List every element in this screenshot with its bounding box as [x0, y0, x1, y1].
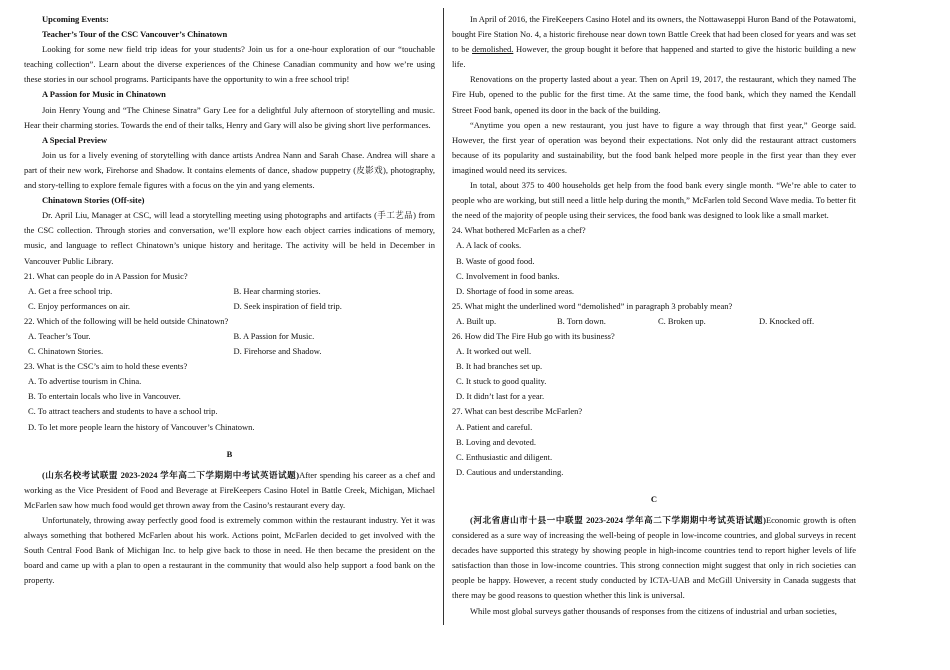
q25-option-d: D. Knocked off. — [759, 315, 815, 326]
q22-options-row2 — [24, 344, 435, 359]
q21-option-c: C. Enjoy performances on air. — [28, 300, 130, 311]
event1-title: Teacher’s Tour of the CSC Vancouver’s Chinatown — [42, 29, 228, 40]
q25-option-b: B. Torn down. — [557, 315, 606, 326]
q23-option-c: C. To attract teachers and students to have a school trip. — [28, 406, 218, 417]
right-column — [452, 12, 856, 619]
question-24: 24. What bothered McFarlen as a chef? — [452, 225, 586, 236]
event4-title: Chinatown Stories (Off-site) — [42, 195, 145, 206]
q24-option-b: B. Waste of good food. — [456, 255, 535, 266]
column-divider — [443, 8, 444, 625]
event2-body: Join Henry Young and “The Chinese Sinatra” Gary Lee for a delightful July afternoon of storytelling and music. Hear their charming stories. Towards the end of their talks, Henry and Gary will also be giving short live performances. — [24, 104, 435, 130]
passage-c-paragraph-2: While most global surveys gather thousands of responses from the citizens of industrial and urban societies, — [470, 605, 837, 616]
passage-b-paragraph-2: Unfortunately, throwing away perfectly good food is extremely common within the restaurant industry. Yet it was always something that bothered McFarlen about his work. Actions point, McFarlen decided to get involved with the South Central Food Bank of Michigan Inc. to help give back to those in need. He then became the president on the board and came up with a plan to open a restaurant in the community that would also help support a food bank on the property. — [24, 515, 435, 586]
q22-options-row1 — [24, 329, 435, 344]
q21-option-a: A. Get a free school trip. — [28, 285, 113, 296]
q25-option-a: A. Built up. — [456, 315, 497, 326]
q24-option-d: D. Shortage of food in some areas. — [456, 285, 575, 296]
passage-b-paragraph-6: In total, about 375 to 400 households get help from the food bank every single month. “We’re able to cater to people who are working, but still need a little help during the month,” McFarlen told Second Wave media. To better fit the need of the majority of people using their services, the food bank was designed to look like a small market. — [452, 180, 856, 221]
q23-option-a: A. To advertise tourism in China. — [28, 376, 142, 387]
q24-option-c: C. Involvement in food banks. — [456, 270, 560, 281]
q27-option-d: D. Cautious and understanding. — [456, 466, 564, 477]
q22-option-b: B. A Passion for Music. — [233, 330, 315, 341]
q21-options-row2 — [24, 299, 435, 314]
q26-option-a: A. It worked out well. — [456, 346, 532, 357]
question-26: 26. How did The Fire Hub go with its business? — [452, 330, 615, 341]
section-b-heading: B — [226, 448, 233, 459]
event1-body: Looking for some new field trip ideas for your students? Join us for a one-hour exploration of our “touchable teaching collection”. Learn about the diverse experiences of the Chinese Canadian community and how we’re using these stories in our school programs. Participants have the opportunity to win a free school trip! — [24, 44, 435, 85]
q22-option-d: D. Firehorse and Shadow. — [233, 346, 322, 357]
passage-b-paragraph-4: Renovations on the property lasted about a year. Then on April 19, 2017, the restaurant, which they named The Fire Hub, opened to the public for the first time. At the same time, the food bank, which they named the Kendall Street Food bank, opened its door in the back of the building. — [452, 74, 856, 115]
underlined-word-demolished: demolished. — [472, 44, 514, 55]
q25-options — [452, 314, 856, 329]
passage-b-paragraph-1 — [24, 468, 435, 513]
section-c-heading: C — [650, 493, 658, 504]
q21-options-row1 — [24, 284, 435, 299]
passage-c-p1-text: Economic growth is often considered as a sure way of increasing the well-being of people in low-income countries, and global surveys in recent decades have supported this strategy by showing people in high-income countries tend to report higher levels of life satisfaction than those in low-income countries. This strong connection might suggest that only in rich societies can people be happy. However, a recent study conducted by ICTA-UAB and McGill University in Canada suggests that there may be good reasons to question whether this link is universal. — [452, 515, 856, 601]
q23-option-b: B. To entertain locals who live in Vancouver. — [28, 391, 181, 402]
q27-option-b: B. Loving and devoted. — [456, 436, 537, 447]
q22-option-a: A. Teacher’s Tour. — [28, 330, 91, 341]
passage-b-paragraph-3 — [452, 12, 856, 72]
question-25: 25. What might the underlined word “demolished” in paragraph 3 probably mean? — [452, 300, 733, 311]
question-23: 23. What is the CSC’s aim to hold these events? — [24, 361, 188, 372]
q23-option-d: D. To let more people learn the history of Vancouver’s Chinatown. — [28, 421, 255, 432]
event2-title: A Passion for Music in Chinatown — [42, 89, 166, 100]
q27-option-a: A. Patient and careful. — [456, 421, 533, 432]
q21-option-d: D. Seek inspiration of field trip. — [233, 300, 342, 311]
question-21: 21. What can people do in A Passion for Music? — [24, 270, 188, 281]
q26-option-d: D. It didn’t last for a year. — [456, 391, 545, 402]
q22-option-c: C. Chinatown Stories. — [28, 346, 104, 357]
event4-body: Dr. April Liu, Manager at CSC, will lead a storytelling meeting using photographs and artifacts (手工艺品) from the CSC collection. Through stories and conversation, we’ll explore how each object carries indications of memory, music, and language to reflect Chinatown’s unique history and heritage. The activity will be held in December in Vancouver Public Library. — [24, 210, 435, 266]
passage-c-source: (河北省唐山市十县一中联盟 2023-2024 学年高二下学期期中考试英语试题) — [470, 515, 766, 525]
left-column — [24, 12, 435, 588]
q24-option-a: A. A lack of cooks. — [456, 240, 522, 251]
passage-b-paragraph-5: “Anytime you open a new restaurant, you just have to figure a way through that first year,” George said. However, the first year of operation was beyond their expectations. Not only did the restaurant attract customers because of its popularity and sustainability, but the food bank helped more people in the first year than they ever imagined would need its services. — [452, 119, 856, 175]
upcoming-heading: Upcoming Events: — [42, 14, 109, 24]
event3-body: Join us for a lively evening of storytelling with dance artists Andrea Nann and Sarah Chase. Andrea will share a part of their new work, Firehorse and Shadow. It contains elements of dance, shadow puppetry (皮影戏), photography, and story-telling to explore female figures with a focus on the yin and yang elements. — [24, 149, 435, 191]
question-27: 27. What can best describe McFarlen? — [452, 406, 583, 417]
p3-text-start: In April of 2016, the FireKeepers Casino Hotel and its owners, the Nottawaseppi Huron Band of the Potawatomi, bought Fire Station No. 4, a historic firehouse near down town Battle Creek that had been closed for years and was set to be — [452, 14, 856, 55]
q27-option-c: C. Enthusiastic and diligent. — [456, 451, 553, 462]
passage-b-p1-text: After spending his career as a chef and working as the Vice President of Food and Beverage at FireKeepers Casino Hotel in Battle Creek, Michigan, Michael McFarlen saw how much food would get thrown away from the Casino’s restaurant every day. — [24, 469, 435, 510]
event3-title: A Special Preview — [42, 134, 107, 145]
q26-option-c: C. It stuck to good quality. — [456, 376, 547, 387]
q26-option-b: B. It had branches set up. — [456, 361, 543, 372]
question-22: 22. Which of the following will be held outside Chinatown? — [24, 315, 229, 326]
p3-text-end: However, the group bought it before that happened and started to give the historic building a new life. — [452, 44, 856, 70]
q25-option-c: C. Broken up. — [658, 315, 706, 326]
q21-option-b: B. Hear charming stories. — [233, 285, 321, 296]
passage-c-paragraph-1 — [452, 513, 856, 604]
passage-b-source: (山东名校考试联盟 2023-2024 学年高二下学期期中考试英语试题) — [42, 469, 300, 480]
